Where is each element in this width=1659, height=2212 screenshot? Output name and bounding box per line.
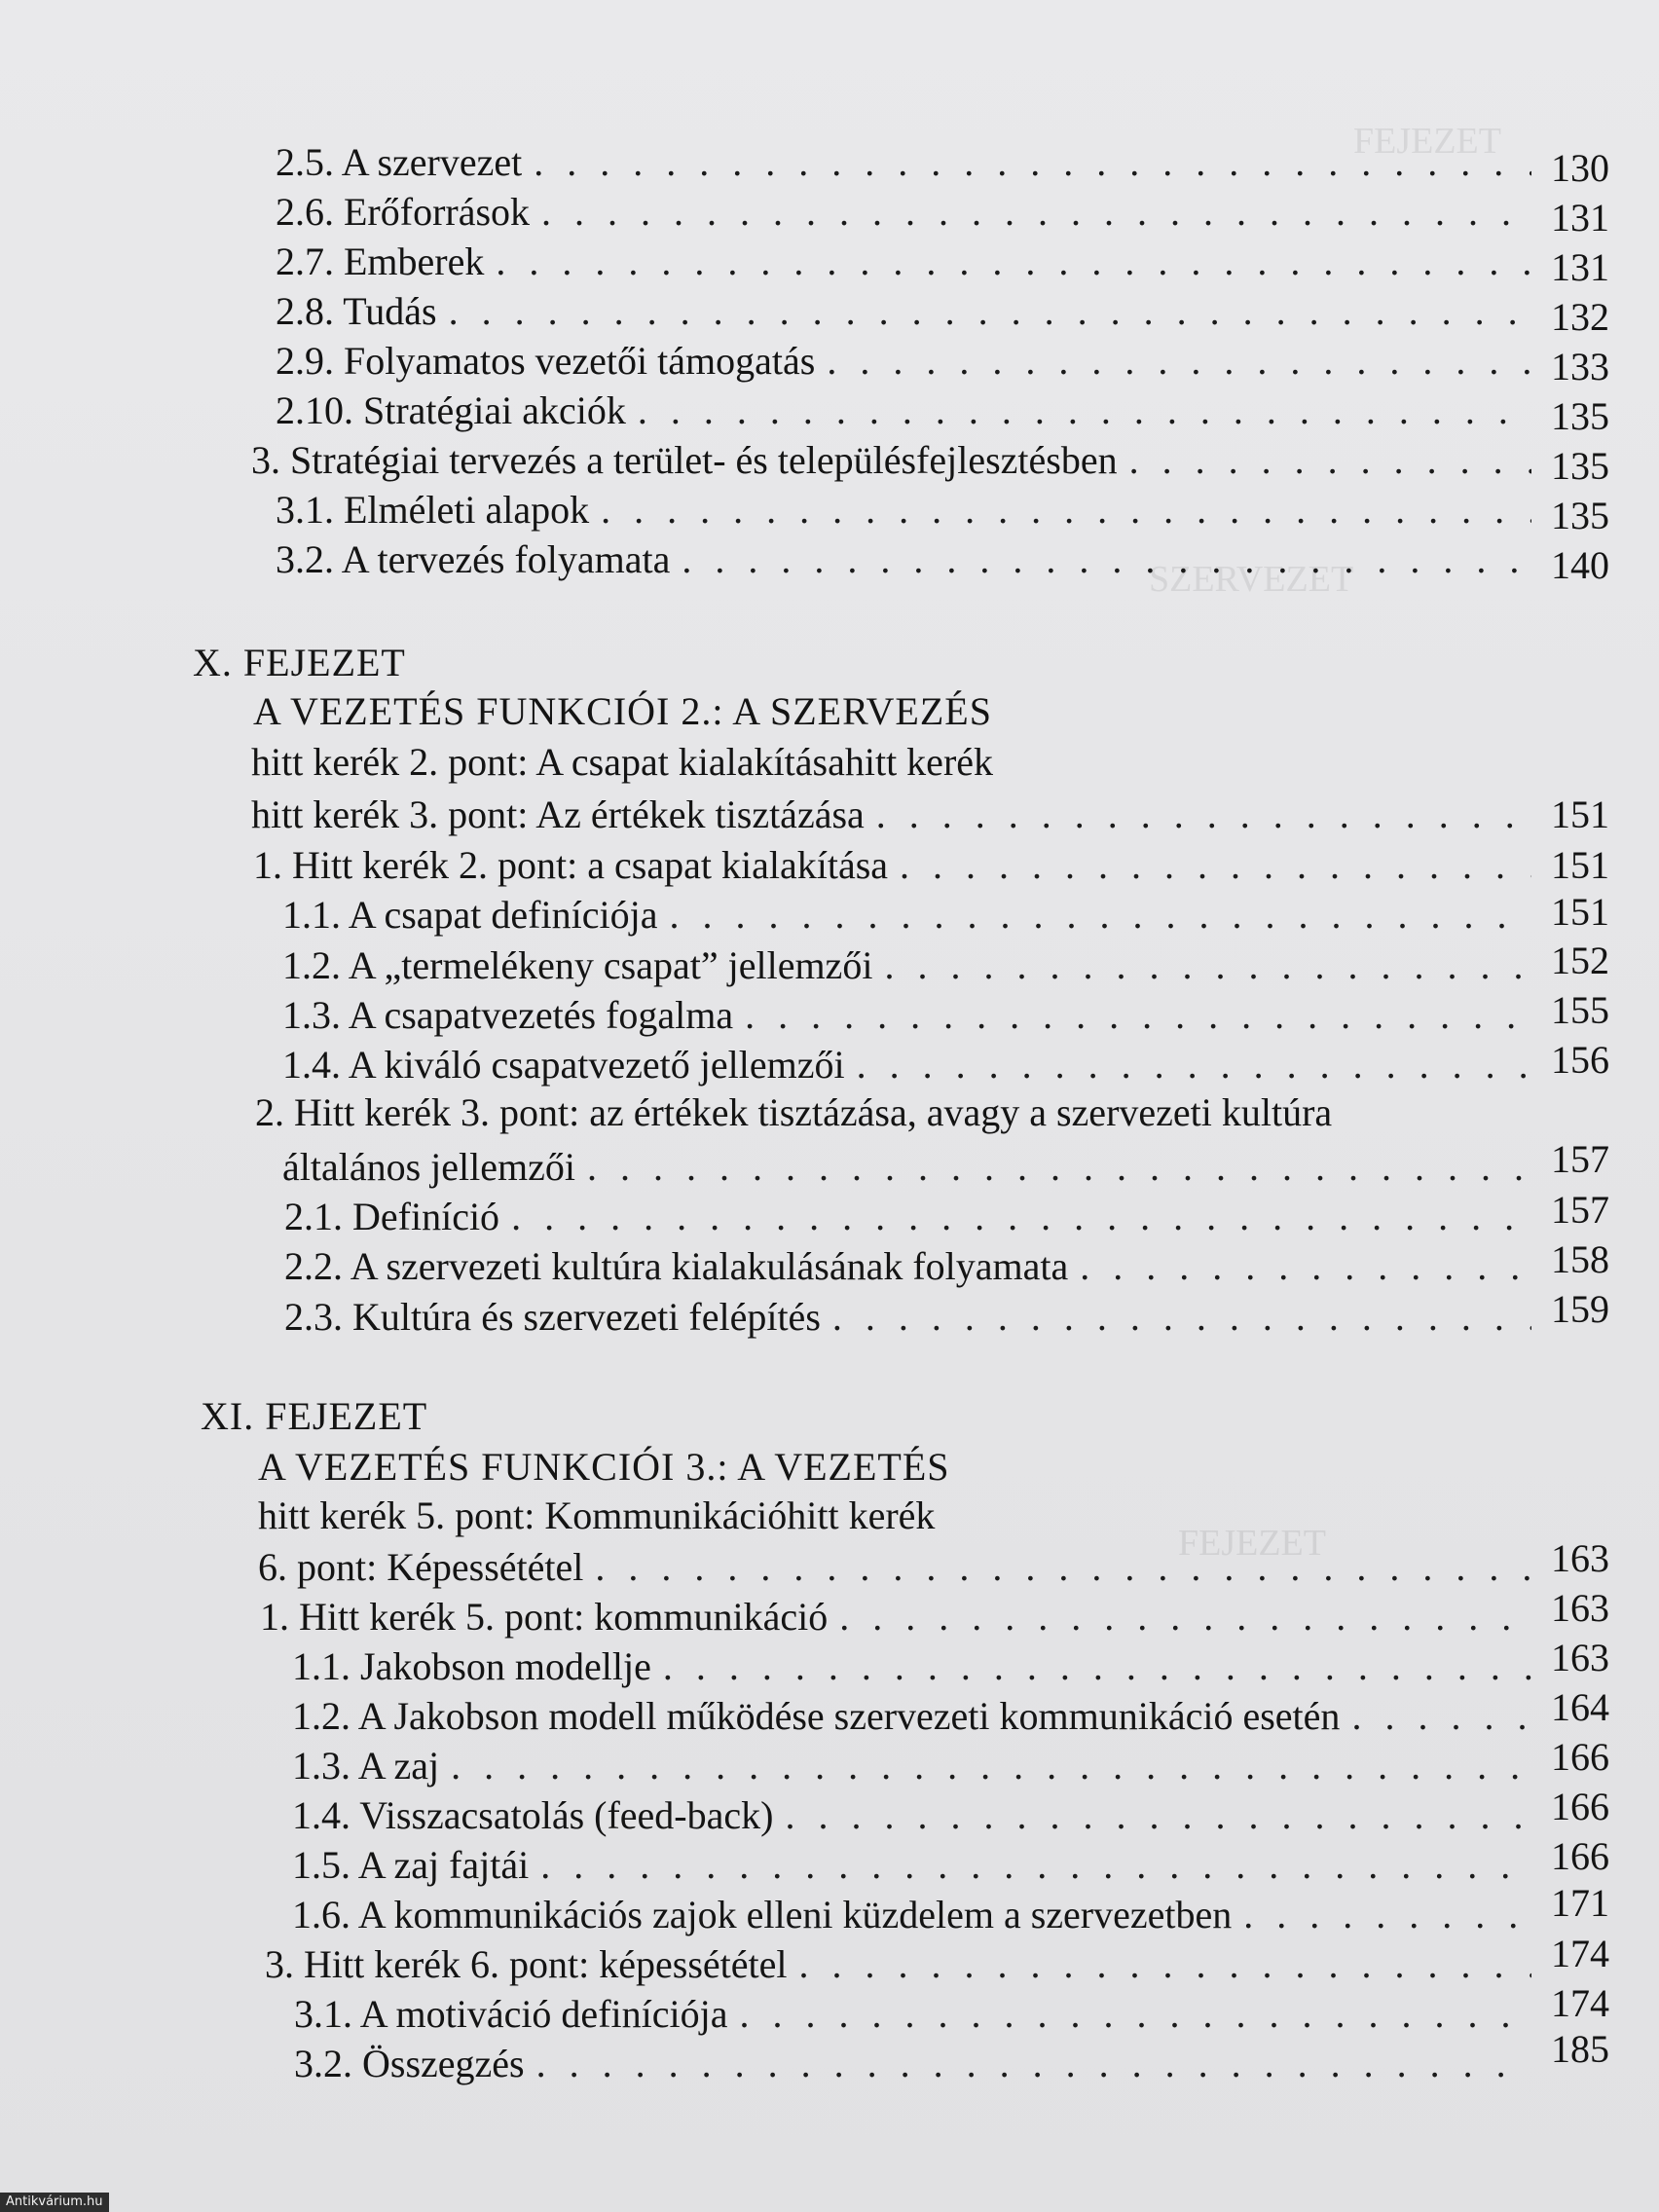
page-number: 166 xyxy=(1551,1834,1609,1878)
toc-entry-line-2: általános jellemzői . . . xyxy=(282,1143,1531,1192)
page-number: 131 xyxy=(1551,196,1609,240)
toc-entry: 2.3. Kultúra és szervezeti felépítés . . . xyxy=(284,1293,1531,1342)
toc-entry: 3. Stratégiai tervezés a terület- és településfejlesztésben . . . xyxy=(251,436,1531,485)
page-number: 135 xyxy=(1551,444,1609,488)
toc-entry: 1.3. A zaj . . . xyxy=(292,1742,1531,1790)
page-number: 164 xyxy=(1551,1685,1609,1729)
page-number: 157 xyxy=(1551,1137,1609,1181)
toc-entry: 1.5. A zaj fajtái . . . xyxy=(292,1841,1531,1890)
toc-entry: 2.9. Folyamatos vezetői támogatás . . . xyxy=(276,337,1531,386)
page-number: 135 xyxy=(1551,394,1609,438)
chapter-subtitle: hitt kerék 2. pont: A csapat kialakításahitt kerék xyxy=(251,740,994,784)
toc-entry: 3.2. A tervezés folyamata . . . xyxy=(276,535,1531,584)
chapter-title: A VEZETÉS FUNKCIÓI 3.: A VEZETÉS xyxy=(258,1445,950,1489)
toc-entry: 1.1. A csapat definíciója . . . xyxy=(282,891,1531,940)
page-number: 155 xyxy=(1551,988,1609,1032)
toc-entry: 2.2. A szervezeti kultúra kialakulásának folyamata . . . xyxy=(284,1242,1531,1291)
page-number: 133 xyxy=(1551,345,1609,388)
page-number: 166 xyxy=(1551,1785,1609,1828)
toc-entry: 2.7. Emberek . . . xyxy=(276,238,1531,286)
page-number: 185 xyxy=(1551,2027,1609,2071)
page-number: 158 xyxy=(1551,1237,1609,1281)
page-number: 157 xyxy=(1551,1188,1609,1232)
page-number: 135 xyxy=(1551,494,1609,537)
toc-entry: 1.3. A csapatvezetés fogalma . . . xyxy=(282,991,1531,1040)
toc-entry: 2.10. Stratégiai akciók . . . xyxy=(276,387,1531,435)
toc-entry: 1.4. Visszacsatolás (feed-back) . . . xyxy=(292,1791,1531,1840)
page-number: 151 xyxy=(1551,890,1609,934)
toc-entry: hitt kerék 3. pont: Az értékek tisztázása . . . xyxy=(251,791,1531,839)
page-number: 174 xyxy=(1551,1981,1609,2025)
chapter-subtitle: hitt kerék 5. pont: Kommunikációhitt kerék xyxy=(258,1493,936,1537)
page-number: 174 xyxy=(1551,1932,1609,1975)
toc-entry: 1.2. A „termelékeny csapat” jellemzői . . . xyxy=(282,941,1531,990)
page-number: 151 xyxy=(1551,843,1609,887)
page-number: 140 xyxy=(1551,543,1609,587)
toc-entry: 2.1. Definíció . . . xyxy=(284,1193,1531,1241)
toc-entry-line-1: 2. Hitt kerék 3. pont: az értékek tisztázása, avagy a szervezeti kultúra xyxy=(255,1090,1333,1134)
page-number: 171 xyxy=(1551,1881,1609,1925)
show-through-text: SZERVEZET xyxy=(1149,559,1354,600)
toc-entry: 6. pont: Képessététel . . . xyxy=(258,1543,1531,1592)
page-number: 163 xyxy=(1551,1636,1609,1679)
toc-entry: 1.2. A Jakobson modell működése szervezeti kommunikáció esetén . . . xyxy=(292,1692,1531,1741)
toc-entry: 1.6. A kommunikációs zajok elleni küzdelem a szervezetben . . . xyxy=(292,1891,1531,1939)
page-number: 132 xyxy=(1551,295,1609,339)
chapter-number: X. FEJEZET xyxy=(193,641,406,684)
show-through-text: FEJEZET xyxy=(1178,1523,1326,1564)
page-number: 151 xyxy=(1551,793,1609,836)
toc-entry: 3. Hitt kerék 6. pont: képessététel . . . xyxy=(265,1940,1531,1989)
page-number: 166 xyxy=(1551,1735,1609,1779)
toc-entry: 1. Hitt kerék 2. pont: a csapat kialakítása . . . xyxy=(253,841,1531,890)
page-number: 130 xyxy=(1551,146,1609,190)
toc-entry: 3.1. Elméleti alapok . . . xyxy=(276,486,1531,535)
page-number: 156 xyxy=(1551,1038,1609,1082)
toc-entry: 2.8. Tudás . . . xyxy=(276,287,1531,336)
chapter-title: A VEZETÉS FUNKCIÓI 2.: A SZERVEZÉS xyxy=(253,689,992,733)
chapter-number: XI. FEJEZET xyxy=(201,1394,428,1438)
toc-entry: 2.6. Erőforrások . . . xyxy=(276,188,1531,237)
toc-entry: 1.1. Jakobson modellje . . . xyxy=(292,1642,1531,1691)
page-number: 131 xyxy=(1551,245,1609,289)
page-number: 163 xyxy=(1551,1536,1609,1580)
toc-entry: 3.2. Összegzés . . . xyxy=(294,2040,1531,2088)
toc-entry: 2.5. A szervezet . . . xyxy=(276,138,1531,187)
page-number: 159 xyxy=(1551,1287,1609,1331)
watermark: Antikvárium.hu xyxy=(0,2193,109,2212)
page-number: 152 xyxy=(1551,939,1609,982)
toc-entry: 3.1. A motiváció definíciója . . . xyxy=(294,1990,1531,2039)
toc-entry: 1. Hitt kerék 5. pont: kommunikáció . . . xyxy=(260,1593,1531,1641)
show-through-text: FEJEZET xyxy=(1353,121,1501,162)
toc-entry: 1.4. A kiváló csapatvezető jellemzői . . . xyxy=(282,1041,1531,1089)
page-number: 163 xyxy=(1551,1586,1609,1630)
